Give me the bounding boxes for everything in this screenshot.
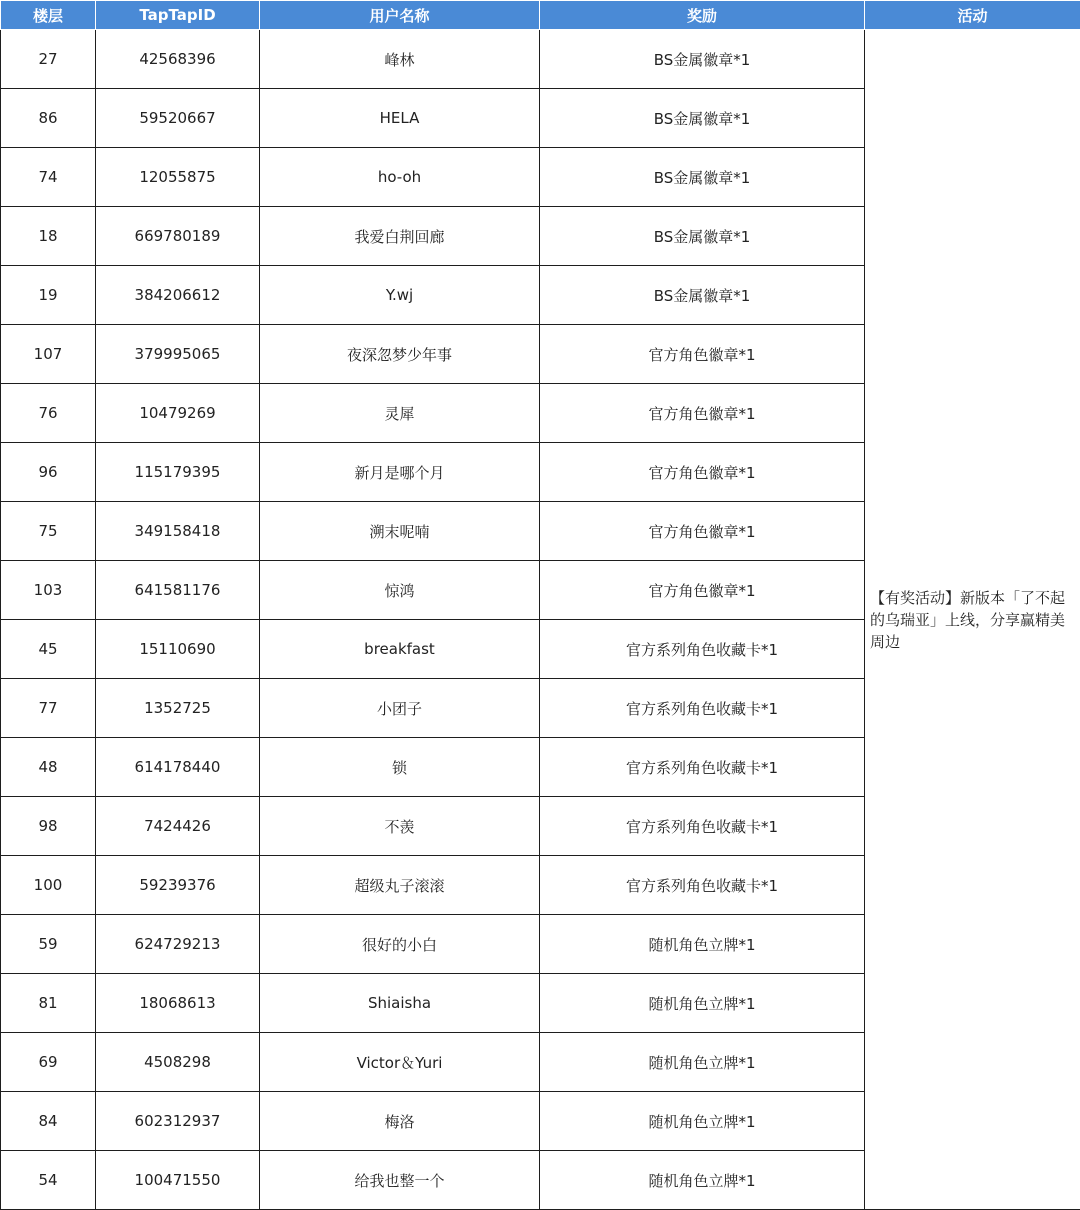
taptap-id-cell: 602312937 — [96, 1092, 260, 1151]
taptap-id-cell: 59239376 — [96, 856, 260, 915]
header-activity: 活动 — [865, 1, 1080, 30]
taptap-id-cell: 1352725 — [96, 679, 260, 738]
taptap-id-cell: 18068613 — [96, 974, 260, 1033]
reward-cell: 官方角色徽章*1 — [540, 561, 865, 620]
taptap-id-cell: 4508298 — [96, 1033, 260, 1092]
reward-cell: BS金属徽章*1 — [540, 89, 865, 148]
username-cell: 我爱白荆回廊 — [260, 207, 540, 266]
username-cell: 给我也整一个 — [260, 1151, 540, 1210]
taptap-id-cell: 7424426 — [96, 797, 260, 856]
taptap-id-cell: 349158418 — [96, 502, 260, 561]
reward-cell: 官方系列角色收藏卡*1 — [540, 738, 865, 797]
reward-cell: 随机角色立牌*1 — [540, 1151, 865, 1210]
username-cell: 新月是哪个月 — [260, 443, 540, 502]
taptap-id-cell: 384206612 — [96, 266, 260, 325]
floor-cell: 75 — [1, 502, 96, 561]
reward-cell: BS金属徽章*1 — [540, 207, 865, 266]
reward-cell: 随机角色立牌*1 — [540, 974, 865, 1033]
floor-cell: 48 — [1, 738, 96, 797]
taptap-id-cell: 379995065 — [96, 325, 260, 384]
floor-cell: 81 — [1, 974, 96, 1033]
reward-cell: 官方角色徽章*1 — [540, 384, 865, 443]
username-cell: 不羡 — [260, 797, 540, 856]
username-cell: 夜深忽梦少年事 — [260, 325, 540, 384]
reward-cell: 随机角色立牌*1 — [540, 1033, 865, 1092]
taptap-id-cell: 10479269 — [96, 384, 260, 443]
taptap-id-cell: 641581176 — [96, 561, 260, 620]
floor-cell: 84 — [1, 1092, 96, 1151]
taptap-id-cell: 12055875 — [96, 148, 260, 207]
username-cell: breakfast — [260, 620, 540, 679]
username-cell: 灵犀 — [260, 384, 540, 443]
username-cell: 峰林 — [260, 30, 540, 89]
username-cell: 锁 — [260, 738, 540, 797]
taptap-id-cell: 15110690 — [96, 620, 260, 679]
header-floor: 楼层 — [1, 1, 96, 30]
reward-cell: BS金属徽章*1 — [540, 266, 865, 325]
floor-cell: 74 — [1, 148, 96, 207]
table-body — [1, 30, 1080, 1210]
floor-cell: 45 — [1, 620, 96, 679]
floor-cell: 77 — [1, 679, 96, 738]
floor-cell: 107 — [1, 325, 96, 384]
floor-cell: 69 — [1, 1033, 96, 1092]
reward-cell: BS金属徽章*1 — [540, 30, 865, 89]
header-reward: 奖励 — [540, 1, 865, 30]
reward-cell: 随机角色立牌*1 — [540, 915, 865, 974]
header-username: 用户名称 — [260, 1, 540, 30]
floor-cell: 27 — [1, 30, 96, 89]
table-row — [1, 30, 1080, 89]
floor-cell: 76 — [1, 384, 96, 443]
username-cell: 溯末呢喃 — [260, 502, 540, 561]
floor-cell: 86 — [1, 89, 96, 148]
floor-cell: 54 — [1, 1151, 96, 1210]
reward-cell: 官方角色徽章*1 — [540, 443, 865, 502]
floor-cell: 100 — [1, 856, 96, 915]
reward-cell: 官方角色徽章*1 — [540, 502, 865, 561]
username-cell: Victor＆Yuri — [260, 1033, 540, 1092]
floor-cell: 103 — [1, 561, 96, 620]
reward-cell: 官方系列角色收藏卡*1 — [540, 620, 865, 679]
taptap-id-cell: 624729213 — [96, 915, 260, 974]
taptap-id-cell: 669780189 — [96, 207, 260, 266]
activity-cell: 【有奖活动】新版本「了不起的乌瑞亚」上线，分享赢精美周边 — [865, 30, 1080, 1210]
username-cell: 超级丸子滚滚 — [260, 856, 540, 915]
reward-cell: 官方系列角色收藏卡*1 — [540, 797, 865, 856]
floor-cell: 19 — [1, 266, 96, 325]
taptap-id-cell: 42568396 — [96, 30, 260, 89]
reward-cell: 官方系列角色收藏卡*1 — [540, 679, 865, 738]
header-taptap-id: TapTapID — [96, 1, 260, 30]
username-cell: ho-oh — [260, 148, 540, 207]
floor-cell: 59 — [1, 915, 96, 974]
reward-cell: 官方角色徽章*1 — [540, 325, 865, 384]
username-cell: Shiaisha — [260, 974, 540, 1033]
reward-cell: BS金属徽章*1 — [540, 148, 865, 207]
floor-cell: 18 — [1, 207, 96, 266]
floor-cell: 96 — [1, 443, 96, 502]
username-cell: Y.wj — [260, 266, 540, 325]
reward-cell: 官方系列角色收藏卡*1 — [540, 856, 865, 915]
taptap-id-cell: 115179395 — [96, 443, 260, 502]
reward-cell: 随机角色立牌*1 — [540, 1092, 865, 1151]
username-cell: 很好的小白 — [260, 915, 540, 974]
header-row — [1, 1, 1080, 30]
username-cell: 惊鸿 — [260, 561, 540, 620]
taptap-id-cell: 100471550 — [96, 1151, 260, 1210]
taptap-id-cell: 614178440 — [96, 738, 260, 797]
username-cell: HELA — [260, 89, 540, 148]
username-cell: 小团子 — [260, 679, 540, 738]
floor-cell: 98 — [1, 797, 96, 856]
username-cell: 梅洛 — [260, 1092, 540, 1151]
taptap-id-cell: 59520667 — [96, 89, 260, 148]
